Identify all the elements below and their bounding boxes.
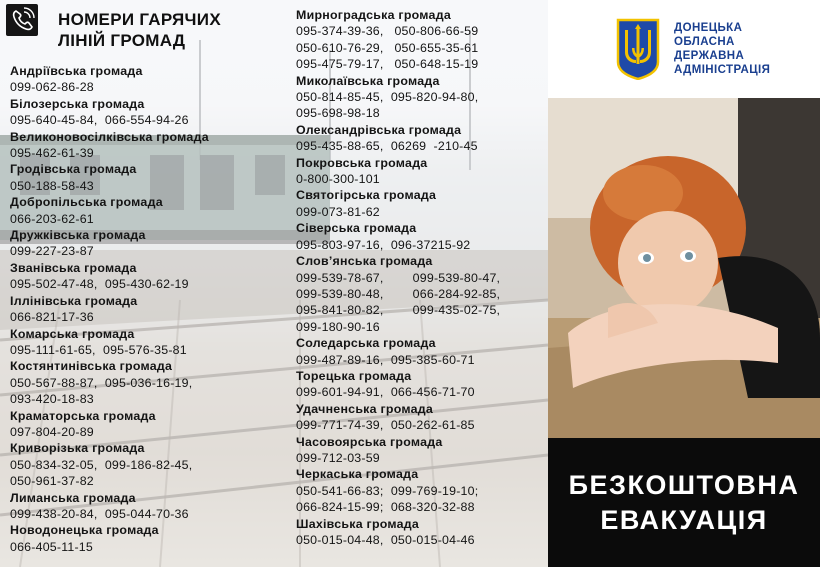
- phone-numbers: 099-712-03-59: [296, 450, 380, 465]
- hotline-entry: [296, 434, 548, 467]
- phone-numbers: 095-640-45-84, 066-554-94-26: [10, 113, 189, 128]
- community-name: Лиманська громада: [10, 490, 136, 505]
- community-name: Слов’янська громада: [296, 254, 433, 269]
- phone-numbers: 0-800-300-101: [296, 172, 380, 187]
- community-name: Новодонецька громада: [10, 523, 159, 538]
- community-name: Іллінівська громада: [10, 293, 138, 308]
- phone-numbers: 095-462-61-39: [10, 146, 94, 161]
- phone-numbers: 050-610-76-29, 050-655-35-61: [296, 40, 479, 55]
- hotline-entry: [10, 440, 290, 489]
- phone-numbers: 095-435-88-65, 06269 -210-45: [296, 139, 478, 154]
- phone-numbers: 095-841-80-82, 099-435-02-75,: [296, 303, 501, 318]
- community-name: Мирноградська громада: [296, 8, 451, 22]
- title-line-1: НОМЕРИ ГАРЯЧИХ: [58, 10, 221, 29]
- phone-numbers: 095-502-47-48, 095-430-62-19: [10, 277, 189, 292]
- phone-numbers: 095-475-79-17, 050-648-15-19: [296, 57, 479, 72]
- community-name: Олександрівська громада: [296, 122, 462, 137]
- community-name: Миколаївська громада: [296, 73, 440, 88]
- agency-logo-block: [548, 0, 820, 98]
- agency-line-3: ДЕРЖАВНА: [674, 50, 745, 62]
- community-name: Криворізька громада: [10, 441, 145, 456]
- community-name: Дружківська громада: [10, 228, 146, 243]
- phone-numbers: 099-771-74-39, 050-262-61-85: [296, 418, 475, 433]
- community-name: Добропільська громада: [10, 195, 163, 210]
- hotline-entry: [296, 335, 548, 368]
- hotline-entry: [10, 522, 290, 555]
- phone-numbers: 050-541-66-83; 099-769-19-10;: [296, 483, 479, 498]
- child-photo: [548, 98, 820, 438]
- hotline-list-left: [10, 63, 290, 555]
- phone-numbers: 099-539-80-48, 066-284-92-85,: [296, 286, 501, 301]
- phone-numbers: 095-803-97-16, 096-37215-92: [296, 237, 471, 252]
- hotline-entry: [10, 227, 290, 260]
- hotline-entry: [296, 401, 548, 434]
- community-name: Удачненська громада: [296, 401, 434, 416]
- hotline-entry: [10, 326, 290, 359]
- phone-numbers: 099-227-23-87: [10, 244, 94, 259]
- hotline-entry: [10, 358, 290, 407]
- phone-numbers: 050-015-04-48, 050-015-04-46: [296, 533, 475, 547]
- hotline-entry: [10, 129, 290, 162]
- phone-icon: [6, 4, 38, 36]
- hotline-list-right: [296, 7, 548, 548]
- phone-numbers: 099-073-81-62: [296, 204, 380, 219]
- phone-numbers: 050-834-32-05, 099-186-82-45,: [10, 457, 193, 472]
- agency-line-1: ДОНЕЦЬКА: [674, 22, 743, 34]
- community-name: Святогірська громада: [296, 188, 437, 203]
- banner-line-2: ЕВАКУАЦІЯ: [600, 504, 768, 535]
- phone-numbers: 099-539-78-67, 099-539-80-47,: [296, 270, 501, 285]
- hotline-entry: [296, 220, 548, 253]
- community-name: Сіверська громада: [296, 221, 417, 236]
- hotline-entry: [10, 408, 290, 441]
- community-name: Часовоярська громада: [296, 434, 443, 449]
- community-name: Покровська громада: [296, 155, 428, 170]
- community-name: Білозерська громада: [10, 96, 145, 111]
- agency-line-2: ОБЛАСНА: [674, 36, 735, 48]
- trident-coat-of-arms-icon: [616, 18, 660, 80]
- phone-numbers: 095-374-39-36, 050-806-66-59: [296, 24, 479, 39]
- community-name: Шахівська громада: [296, 516, 420, 531]
- hotline-entry: [296, 122, 548, 155]
- agency-name: [674, 21, 814, 77]
- phone-numbers: 099-062-86-28: [10, 80, 94, 95]
- phone-numbers: 097-804-20-89: [10, 424, 94, 439]
- community-name: Великоновосілківська громада: [10, 129, 209, 144]
- phone-numbers: 050-188-58-43: [10, 178, 94, 193]
- phone-numbers: 095-111-61-65, 095-576-35-81: [10, 342, 187, 357]
- phone-numbers: 099-601-94-91, 066-456-71-70: [296, 385, 475, 400]
- agency-line-4: АДМІНІСТРАЦІЯ: [674, 64, 771, 76]
- community-name: Комарська громада: [10, 326, 135, 341]
- right-panel: [548, 0, 820, 567]
- community-name: Торецька громада: [296, 368, 412, 383]
- hotline-entry: [10, 161, 290, 194]
- hotline-entry: [296, 368, 548, 401]
- hotline-entry: [296, 466, 548, 515]
- phone-numbers: 066-821-17-36: [10, 310, 94, 325]
- hotline-entry: [10, 490, 290, 523]
- hotline-entry: [296, 187, 548, 220]
- phone-numbers: 099-438-20-84, 095-044-70-36: [10, 506, 189, 521]
- hotline-entry: [10, 63, 290, 96]
- hotline-entry: [296, 73, 548, 122]
- phone-numbers: 066-824-15-99; 068-320-32-88: [296, 500, 475, 515]
- community-name: Соледарська громада: [296, 336, 436, 351]
- phone-numbers: 099-180-90-16: [296, 319, 380, 334]
- phone-numbers: 050-814-85-45, 095-820-94-80,: [296, 90, 479, 105]
- hotline-entry: [10, 194, 290, 227]
- hotline-entry: [10, 293, 290, 326]
- phone-numbers: 093-420-18-83: [10, 392, 94, 407]
- hotline-entry: [296, 155, 548, 188]
- phone-numbers: 050-961-37-82: [10, 474, 94, 489]
- banner-line-1: БЕЗКОШТОВНА: [568, 469, 800, 500]
- phone-numbers: 066-203-62-61: [10, 211, 94, 226]
- phone-numbers: 050-567-88-87, 095-036-16-19,: [10, 375, 193, 390]
- hotline-entry: [10, 96, 290, 129]
- hotline-entry: [296, 253, 548, 335]
- phone-numbers: 099-487-89-16, 095-385-60-71: [296, 352, 475, 367]
- community-name: Званівська громада: [10, 260, 137, 275]
- community-name: Черкаська громада: [296, 467, 419, 482]
- hotline-entry: [296, 516, 548, 549]
- page-title: [58, 9, 221, 51]
- community-name: Краматорська громада: [10, 408, 156, 423]
- hotline-entry: [296, 7, 548, 73]
- community-name: Андріївська громада: [10, 64, 143, 78]
- title-line-2: ЛІНІЙ ГРОМАД: [58, 31, 186, 50]
- free-evacuation-banner: [548, 438, 820, 567]
- hotline-entry: [10, 260, 290, 293]
- community-name: Костянтинівська громада: [10, 359, 173, 374]
- phone-numbers: 066-405-11-15: [10, 539, 93, 554]
- phone-numbers: 095-698-98-18: [296, 106, 380, 121]
- community-name: Гродівська громада: [10, 162, 137, 177]
